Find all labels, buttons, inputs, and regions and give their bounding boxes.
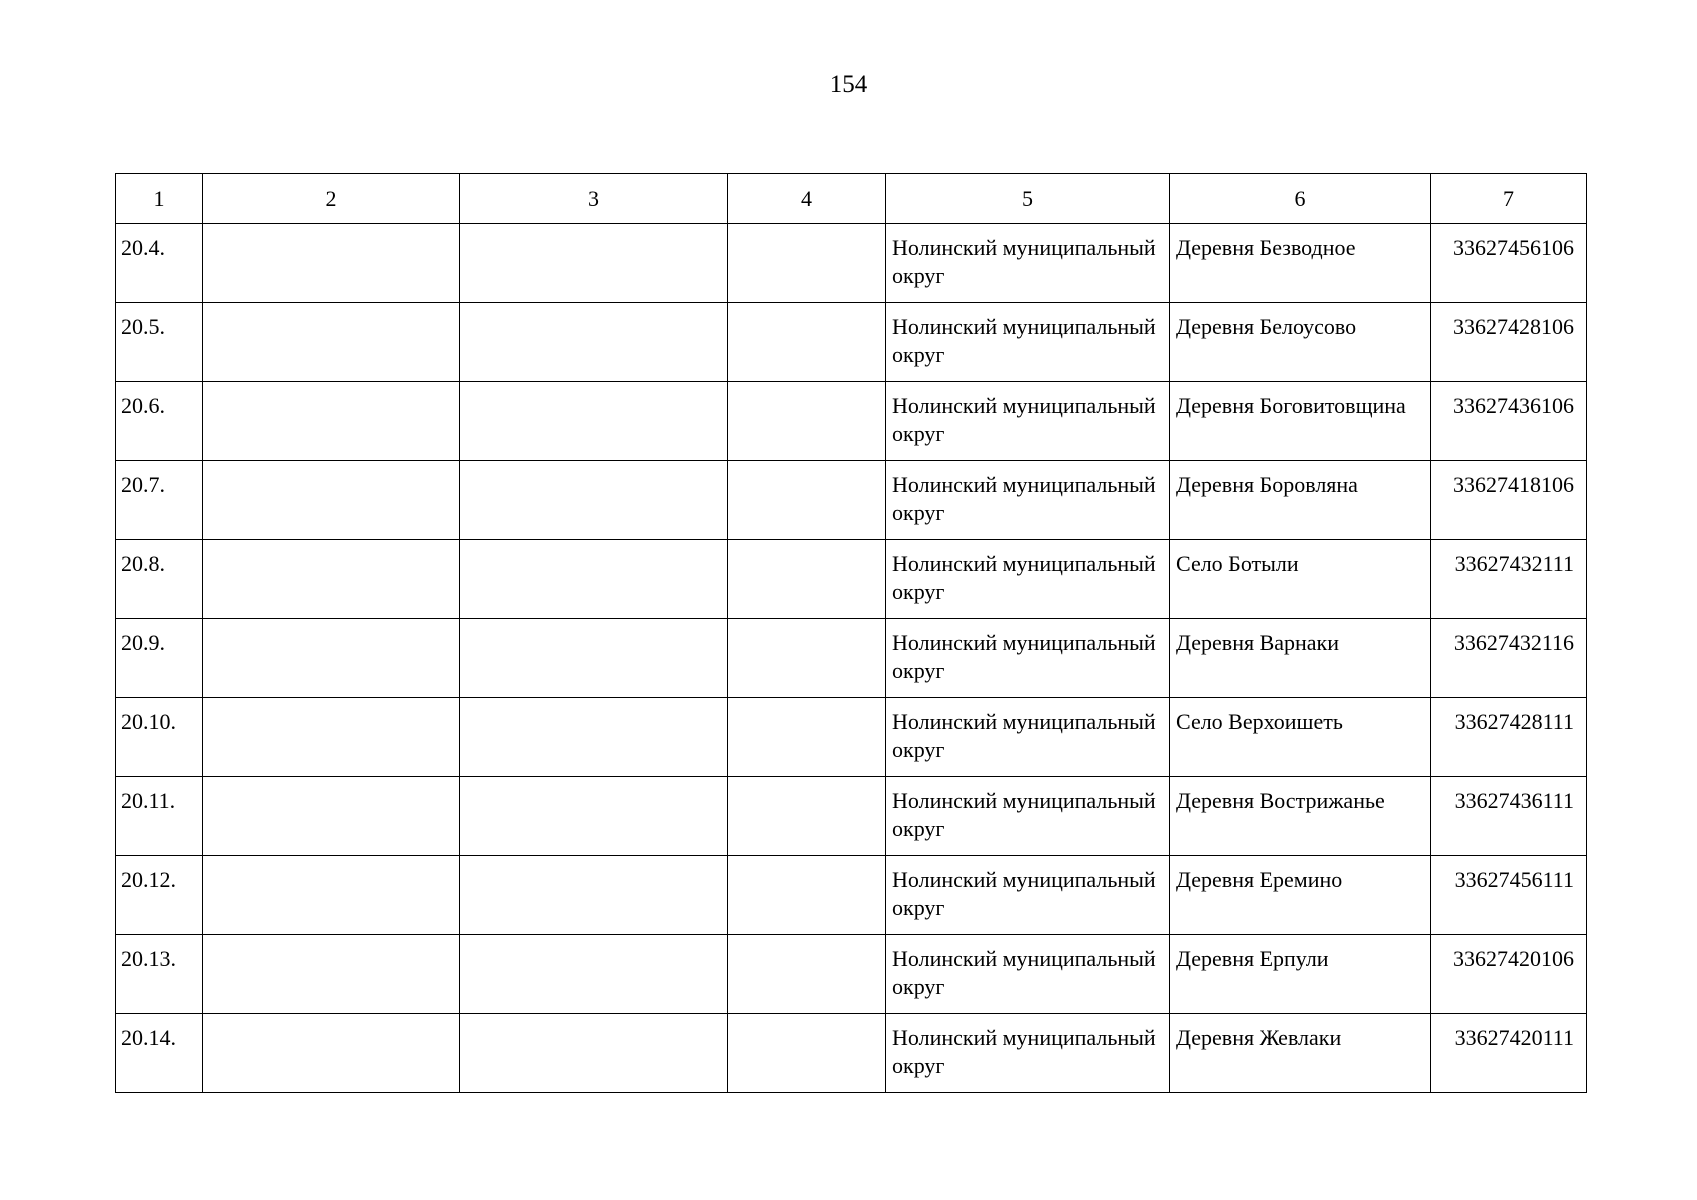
cell-col3 — [460, 224, 728, 303]
table-row — [116, 1014, 1587, 1093]
cell-col3 — [460, 935, 728, 1014]
cell-col4 — [728, 303, 886, 382]
column-header: 2 — [203, 174, 460, 224]
row-number-cell: 20.4. — [116, 224, 203, 303]
cell-col3 — [460, 777, 728, 856]
row-number-cell: 20.7. — [116, 461, 203, 540]
table-row — [116, 303, 1587, 382]
header-row — [116, 174, 1587, 224]
settlement-cell: Деревня Варнаки — [1170, 619, 1431, 698]
oktmo-code-cell: 33627456106 — [1431, 224, 1587, 303]
municipality-cell: Нолинский муниципальный округ — [886, 935, 1170, 1014]
cell-col2 — [203, 461, 460, 540]
cell-col3 — [460, 461, 728, 540]
oktmo-code-cell: 33627420106 — [1431, 935, 1587, 1014]
table-row — [116, 698, 1587, 777]
cell-col3 — [460, 698, 728, 777]
municipality-cell: Нолинский муниципальный округ — [886, 777, 1170, 856]
oktmo-code-cell: 33627436111 — [1431, 777, 1587, 856]
municipality-cell: Нолинский муниципальный округ — [886, 461, 1170, 540]
municipality-cell: Нолинский муниципальный округ — [886, 540, 1170, 619]
oktmo-code-cell: 33627432116 — [1431, 619, 1587, 698]
oktmo-code-cell: 33627428106 — [1431, 303, 1587, 382]
row-number-cell: 20.8. — [116, 540, 203, 619]
settlement-cell: Село Ботыли — [1170, 540, 1431, 619]
row-number-cell: 20.12. — [116, 856, 203, 935]
municipality-cell: Нолинский муниципальный округ — [886, 303, 1170, 382]
settlement-cell: Деревня Белоусово — [1170, 303, 1431, 382]
column-header: 4 — [728, 174, 886, 224]
oktmo-code-cell: 33627436106 — [1431, 382, 1587, 461]
table-row — [116, 224, 1587, 303]
settlement-cell: Деревня Ерпули — [1170, 935, 1431, 1014]
cell-col2 — [203, 224, 460, 303]
cell-col2 — [203, 698, 460, 777]
cell-col4 — [728, 619, 886, 698]
page-number: 154 — [829, 71, 868, 98]
cell-col3 — [460, 619, 728, 698]
row-number-cell: 20.9. — [116, 619, 203, 698]
column-header: 1 — [116, 174, 203, 224]
cell-col4 — [728, 1014, 886, 1093]
cell-col4 — [728, 224, 886, 303]
column-header: 5 — [886, 174, 1170, 224]
oktmo-code-cell: 33627428111 — [1431, 698, 1587, 777]
cell-col2 — [203, 777, 460, 856]
table-row — [116, 856, 1587, 935]
cell-col4 — [728, 935, 886, 1014]
oktmo-code-cell: 33627420111 — [1431, 1014, 1587, 1093]
municipality-cell: Нолинский муниципальный округ — [886, 856, 1170, 935]
cell-col3 — [460, 856, 728, 935]
cell-col4 — [728, 382, 886, 461]
cell-col3 — [460, 1014, 728, 1093]
settlement-cell: Деревня Безводное — [1170, 224, 1431, 303]
cell-col2 — [203, 540, 460, 619]
table-row — [116, 777, 1587, 856]
settlement-cell: Деревня Боровляна — [1170, 461, 1431, 540]
settlement-cell: Деревня Жевлаки — [1170, 1014, 1431, 1093]
municipality-cell: Нолинский муниципальный округ — [886, 1014, 1170, 1093]
settlement-cell: Деревня Боговитовщина — [1170, 382, 1431, 461]
oktmo-code-cell: 33627418106 — [1431, 461, 1587, 540]
row-number-cell: 20.14. — [116, 1014, 203, 1093]
row-number-cell: 20.5. — [116, 303, 203, 382]
oktmo-code-cell: 33627456111 — [1431, 856, 1587, 935]
cell-col2 — [203, 1014, 460, 1093]
table-row — [116, 935, 1587, 1014]
table-row — [116, 619, 1587, 698]
row-number-cell: 20.10. — [116, 698, 203, 777]
settlement-cell: Деревня Вострижанье — [1170, 777, 1431, 856]
table-row — [116, 382, 1587, 461]
cell-col2 — [203, 303, 460, 382]
municipality-cell: Нолинский муниципальный округ — [886, 382, 1170, 461]
registry-table — [115, 173, 1587, 1093]
cell-col3 — [460, 303, 728, 382]
table-row — [116, 540, 1587, 619]
oktmo-code-cell: 33627432111 — [1431, 540, 1587, 619]
municipality-cell: Нолинский муниципальный округ — [886, 619, 1170, 698]
cell-col4 — [728, 540, 886, 619]
settlement-cell: Деревня Еремино — [1170, 856, 1431, 935]
cell-col4 — [728, 698, 886, 777]
cell-col2 — [203, 935, 460, 1014]
cell-col3 — [460, 540, 728, 619]
cell-col2 — [203, 856, 460, 935]
cell-col2 — [203, 382, 460, 461]
cell-col4 — [728, 461, 886, 540]
column-header: 3 — [460, 174, 728, 224]
cell-col4 — [728, 777, 886, 856]
cell-col3 — [460, 382, 728, 461]
settlement-cell: Село Верхоишеть — [1170, 698, 1431, 777]
row-number-cell: 20.11. — [116, 777, 203, 856]
cell-col2 — [203, 619, 460, 698]
municipality-cell: Нолинский муниципальный округ — [886, 224, 1170, 303]
table-row — [116, 461, 1587, 540]
column-header: 6 — [1170, 174, 1431, 224]
row-number-cell: 20.6. — [116, 382, 203, 461]
row-number-cell: 20.13. — [116, 935, 203, 1014]
municipality-cell: Нолинский муниципальный округ — [886, 698, 1170, 777]
column-header: 7 — [1431, 174, 1587, 224]
cell-col4 — [728, 856, 886, 935]
